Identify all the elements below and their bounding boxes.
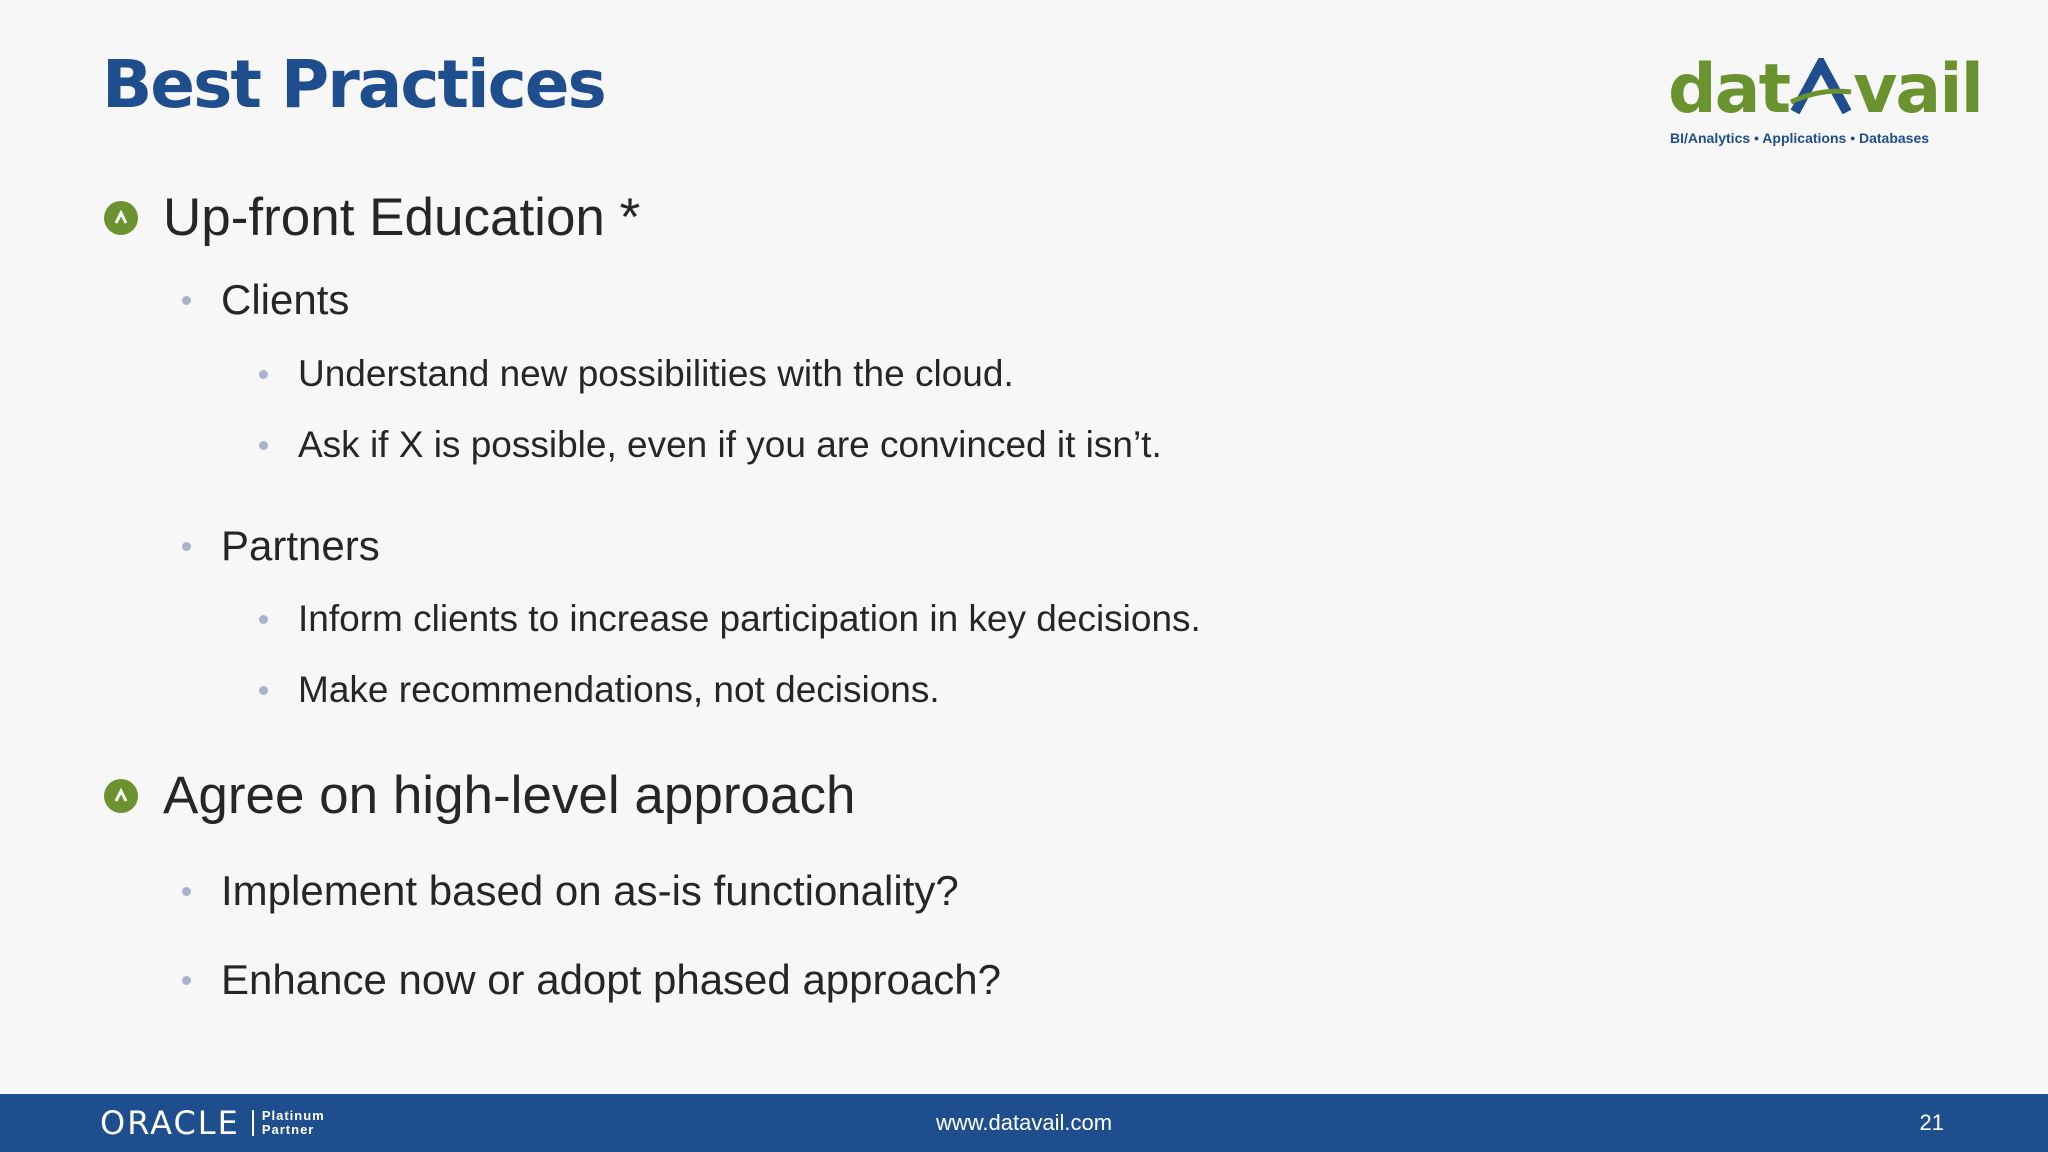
datavail-logo (1668, 50, 1982, 150)
list-item-text: Implement based on as-is functionality? (221, 867, 959, 914)
list-item (259, 422, 1162, 468)
section-label: Agree on high-level approach (163, 766, 856, 825)
logo-wordmark (1668, 50, 1982, 130)
chevron-up-icon (104, 779, 138, 813)
list-item (259, 596, 1201, 642)
footer-website: www.datavail.com (935, 1110, 1113, 1135)
list-item (259, 667, 940, 713)
oracle-tier-line2: Partner (261, 1122, 315, 1137)
list-item-text: Inform clients to increase participation in key decisions. (298, 598, 1201, 639)
oracle-wordmark: ORACLE (100, 1104, 240, 1142)
bullet-dot-icon (259, 370, 268, 379)
bullet-dot-icon (182, 542, 191, 551)
bullet-dot-icon (182, 976, 191, 985)
bullet-dot-icon (259, 615, 268, 624)
logo-word-right: vail (1853, 50, 1982, 129)
list-item (182, 954, 1001, 1006)
logo-tagline: BI/Analytics • Applications • Databases (1670, 130, 1930, 146)
bullet-dot-icon (182, 887, 191, 896)
list-item-text: Make recommendations, not decisions. (298, 669, 940, 710)
slide-title: Best Practices (102, 46, 605, 123)
sub-bullet-clients (182, 274, 349, 326)
bullet-dot-icon (182, 296, 191, 305)
section-label: Up-front Education * (163, 188, 641, 247)
bullet-dot-icon (259, 441, 268, 450)
list-item-text: Understand new possibilities with the cloud. (298, 353, 1014, 394)
bullet-dot-icon (259, 686, 268, 695)
list-item (182, 865, 959, 917)
logo-arrow-a-icon (1789, 58, 1853, 114)
list-item-text: Ask if X is possible, even if you are convinced it isn’t. (298, 424, 1162, 465)
oracle-tier-line1: Platinum (261, 1108, 325, 1123)
sub-bullet-partners (182, 520, 380, 572)
list-item-text: Enhance now or adopt phased approach? (221, 956, 1001, 1003)
footer-bar (0, 1094, 2048, 1152)
list-item (259, 351, 1014, 397)
section-bullet-education (104, 186, 640, 250)
sub-bullet-label: Partners (221, 522, 380, 569)
sub-bullet-label: Clients (221, 276, 350, 323)
section-bullet-approach (104, 764, 855, 828)
page-number: 21 (1919, 1110, 1944, 1135)
logo-word-left: dat (1668, 50, 1790, 129)
chevron-up-icon (104, 201, 138, 235)
